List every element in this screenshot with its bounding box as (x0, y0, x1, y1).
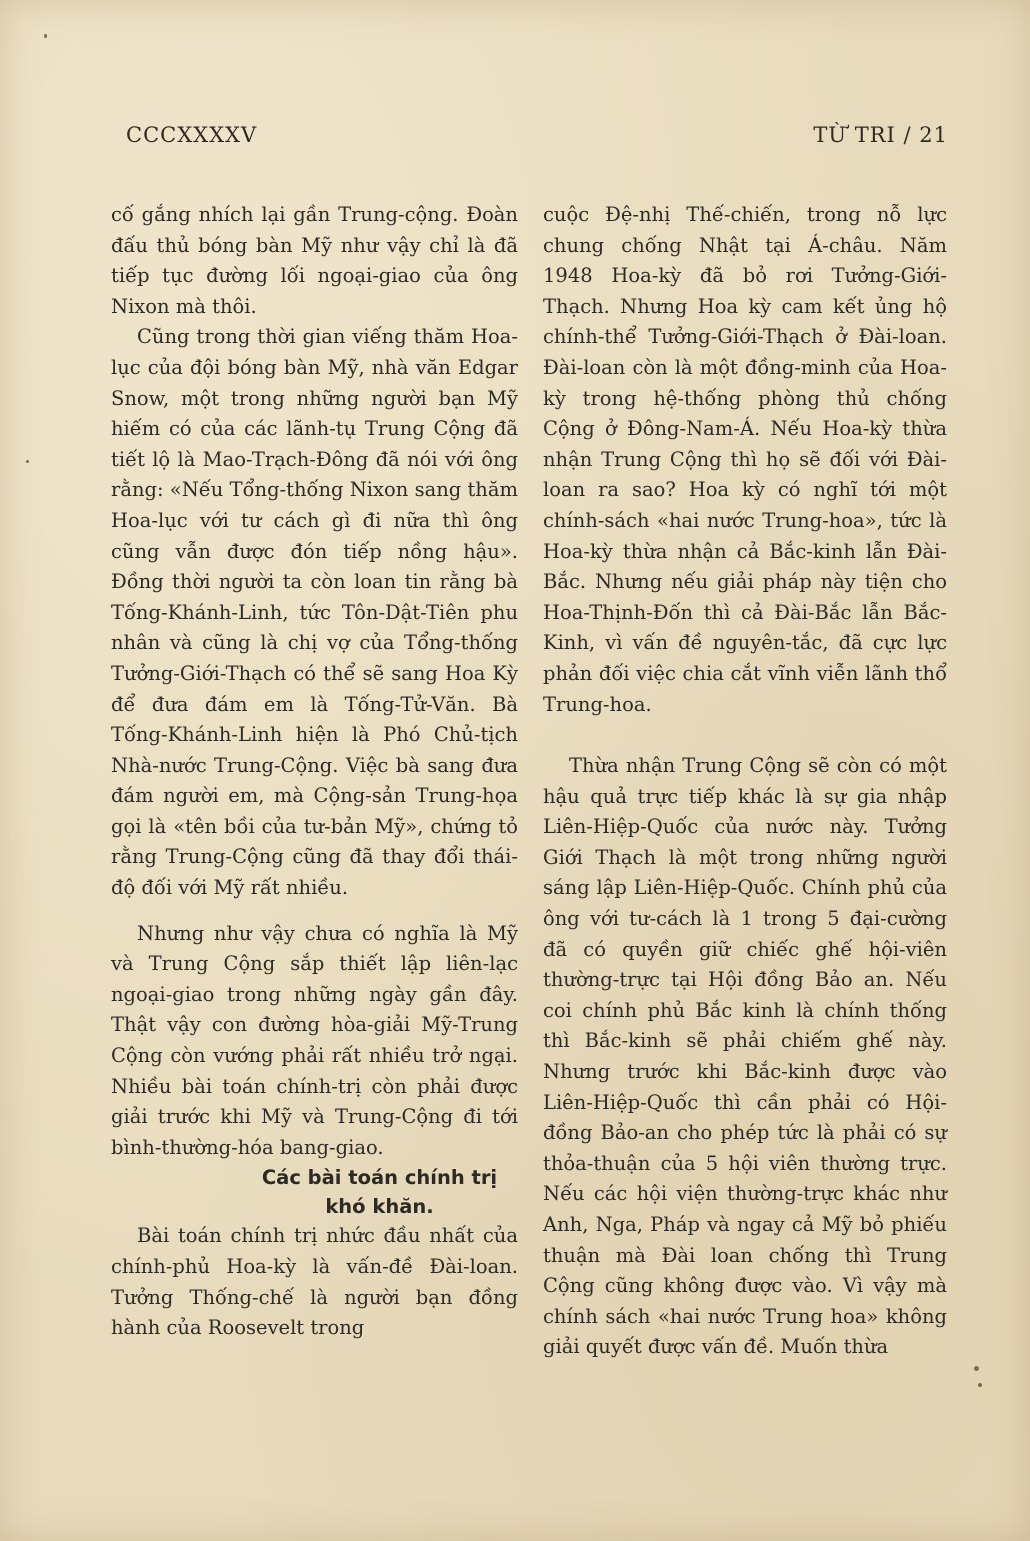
paragraph: cuộc Đệ-nhị Thế-chiến, trong nỗ lực chung chống Nhật tại Á-châu. Năm 1948 Hoa-kỳ đã bỏ rơi Tưởng-Giới-Thạch. Nhưng Hoa kỳ cam kết ủng hộ chính-thể Tưởng-Giới-Thạch ở Đài-loan. Đài-loan còn là một đồng-minh của Hoa-kỳ trong hệ-thống phòng thủ chống Cộng ở Đông-Nam-Á. Nếu Hoa-kỳ thừa nhận Trung Cộng thì họ sẽ đối với Đài-loan ra sao? Hoa kỳ có nghĩ tới một chính-sách «hai nước Trung-hoa», tức là Hoa-kỳ thừa nhận cả Bắc-kinh lẫn Đài-Bắc. Nhưng nếu giải pháp này tiện cho Hoa-Thịnh-Đốn thì cả Đài-Bắc lẫn Bắc-Kinh, vì vấn đề nguyên-tắc, đã cực lực phản đối việc chia cắt vĩnh viễn lãnh thổ Trung-hoa. (543, 203, 947, 716)
paper-speck (44, 34, 47, 38)
section-subheading: Các bài toán chính trị khó khăn. (261, 1166, 498, 1219)
paragraph: Nhưng như vậy chưa có nghĩa là Mỹ và Trung Cộng sắp thiết lập liên-lạc ngoại-giao trong những ngày gần đây. Thật vậy con đường hòa-giải Mỹ-Trung Cộng còn vướng phải rất nhiều trở ngại. Nhiều bài toán chính-trị còn phải được giải trước khi Mỹ và Trung-Cộng đi tới bình-thường-hóa bang-giao. (111, 921, 518, 1159)
paragraph: Bài toán chính trị nhức đầu nhất của chính-phủ Hoa-kỳ là vấn-đề Đài-loan. Tưởng Thống-chế là người bạn đồng hành của Roosevelt trong (111, 1224, 518, 1340)
paper-speck (974, 1366, 979, 1371)
page-header (126, 123, 948, 159)
page-number: TỪ TRI / 21 (813, 123, 948, 147)
paragraph: Thừa nhận Trung Cộng sẽ còn có một hậu quả trực tiếp khác là sự gia nhập Liên-Hiệp-Quốc của nước này. Tưởng Giới Thạch là một trong những người sáng lập Liên-Hiệp-Quốc. Chính phủ của ông với tư-cách là 1 trong 5 đại-cường đã có quyền giữ chiếc ghế hội-viên thường-trực tại Hội đồng Bảo an. Nếu coi chính phủ Bắc kinh là chính thống thì Bắc-kinh sẽ phải chiếm ghế này. Nhưng trước khi Bắc-kinh được vào Liên-Hiệp-Quốc thì cần phải có Hội-đồng Bảo-an cho phép tức là phải có sự thỏa-thuận của 5 hội viên thường trực. Nếu các hội viện thường-trực khác như Anh, Nga, Pháp và ngay cả Mỹ bỏ phiếu thuận mà Đài loan chống thì Trung Cộng cũng không được vào. Vì vậy mà chính sách «hai nước Trung hoa» không giải quyết được vấn đề. Muốn thừa (543, 754, 947, 1359)
paper-speck (978, 1383, 982, 1387)
paragraph: Cũng trong thời gian viếng thăm Hoa-lục của đội bóng bàn Mỹ, nhà văn Edgar Snow, một trong những người bạn Mỹ hiếm có của các lãnh-tụ Trung Cộng đã tiết lộ là Mao-Trạch-Đông đã nói với ông rằng: «Nếu Tổng-thống Nixon sang thăm Hoa-lục với tư cách gì đi nữa thì ông cũng vẫn được đón tiếp nồng hậu». Đồng thời người ta còn loan tin rằng bà Tống-Khánh-Linh, tức Tôn-Dật-Tiên phu nhân và cũng là chị vợ của Tổng-thống Tưởng-Giới-Thạch có thể sẽ sang Hoa Kỳ để đưa đám em là Tống-Tử-Văn. Bà Tống-Khánh-Linh hiện là Phó Chủ-tịch Nhà-nước Trung-Cộng. Việc bà sang đưa đám người em, mà Cộng-sản Trung-họa gọi là «tên bồi của tư-bản Mỹ», chứng tỏ rằng Trung-Cộng cũng đã thay đổi thái-độ đối với Mỹ rất nhiều. (111, 325, 518, 900)
paragraph: cố gắng nhích lại gần Trung-cộng. Đoàn đấu thủ bóng bàn Mỹ như vậy chỉ là đã tiếp tục đường lối ngoại-giao của ông Nixon mà thôi. (111, 203, 518, 318)
right-column (543, 200, 947, 1363)
paper-speck (26, 460, 29, 463)
chapter-number: CCCXXXXV (126, 123, 258, 147)
left-column (111, 200, 518, 1344)
